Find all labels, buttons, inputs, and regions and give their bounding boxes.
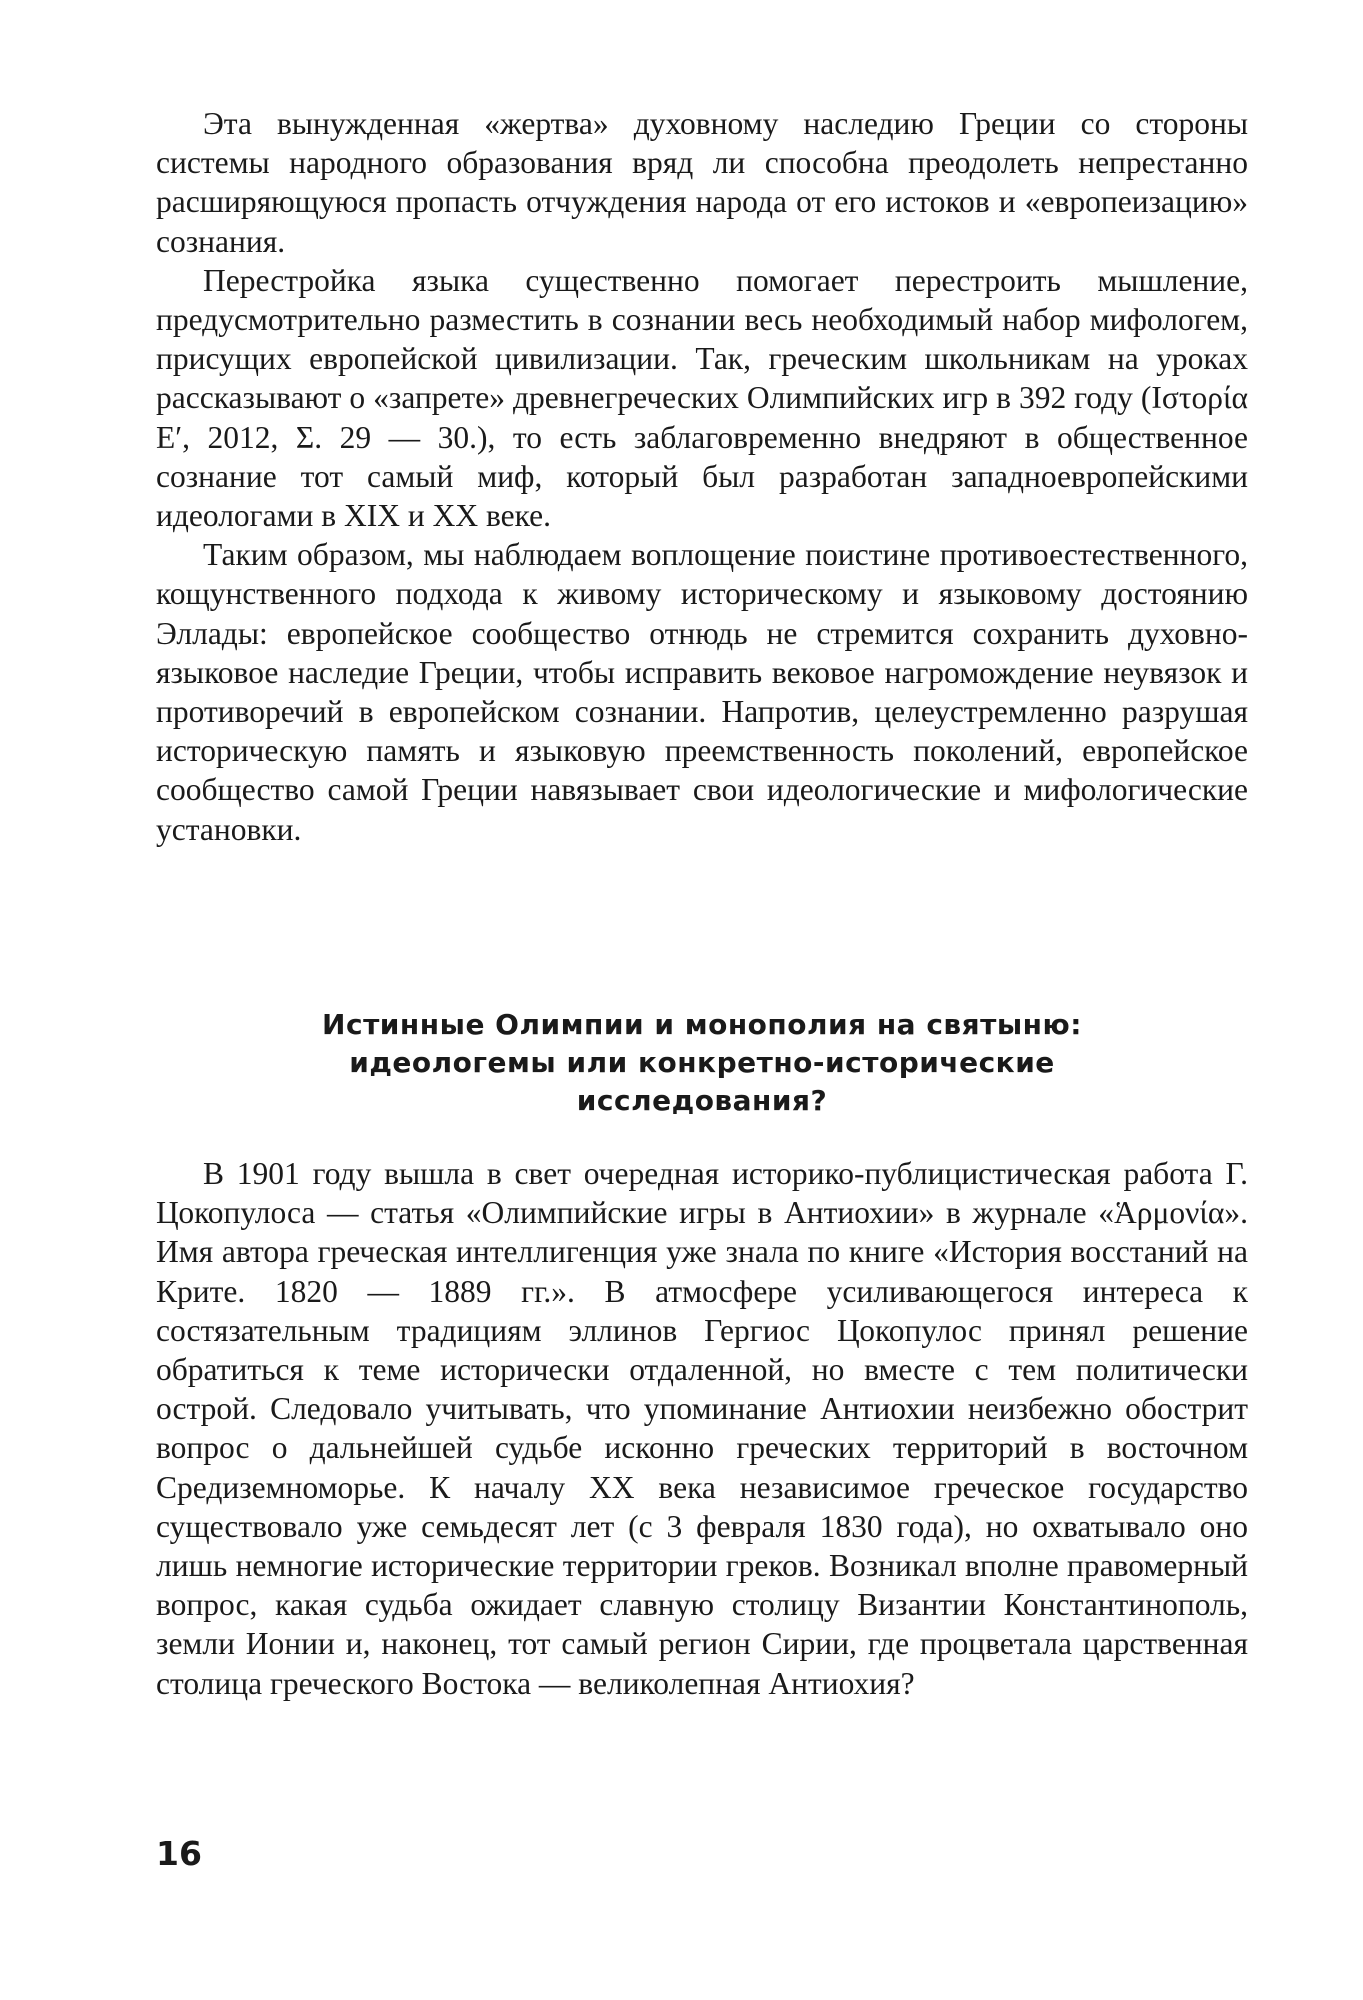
text-section-1 (156, 104, 1248, 849)
paragraph: Перестройка языка существенно помогает перестроить мышление, предусмотрительно разместить в сознании весь необходимый набор мифологем, присущих европейской цивилизации. Так, греческим школьникам на уроках рассказывают о «запрете» древнегреческих Олимпийских игр в 392 году (Ιστορία Ε′, 2012, Σ. 29 — 30.), то есть заблаговременно внедряют в общественное сознание тот самый миф, который был разработан западноевропейскими идеологами в XIX и XX веке. (156, 262, 1248, 534)
paragraph: Таким образом, мы наблюдаем воплощение поистине противоестественного, кощунственного подхода к живому историческому и языковому достоянию Эллады: европейское сообщество отнюдь не стремится сохранить духовно-языковое наследие Греции, чтобы исправить вековое нагромождение неувязок и противоречий в европейском сознании. Напротив, целеустремленно разрушая историческую память и языковую преемственность поколений, европейское сообщество самой Греции навязывает свои идеологические и мифологические установки. (156, 537, 1248, 847)
paragraph: Эта вынужденная «жертва» духовному наследию Греции со стороны системы народного образования вряд ли способна преодолеть непрестанно расширяющуюся пропасть отчуждения народа от его истоков и «европеизацию» сознания. (156, 106, 1248, 259)
page-number: 16 (156, 1834, 202, 1873)
paragraph: В 1901 году вышла в свет очередная историко-публицистическая работа Г. Цокопулоса — статья «Олимпийские игры в Антиохии» в журнале «Ἁρμονία». Имя автора греческая интеллигенция уже знала по книге «История восстаний на Крите. 1820 — 1889 гг.». В атмосфере усиливающегося интереса к состязательным традициям эллинов Гергиос Цокопулос принял решение обратиться к теме исторически отдаленной, но вместе с тем политически острой. Следовало учитывать, что упоминание Антиохии неизбежно обострит вопрос о дальнейшей судьбе исконно греческих территорий в восточном Средиземноморье. К началу XX века независимое греческое государство существовало уже семьдесят лет (с 3 февраля 1830 года), но охватывало оно лишь немногие исторические территории греков. Возникал вполне правомерный вопрос, какая судьба ожидает славную столицу Византии Константинополь, земли Ионии и, наконец, тот самый регион Сирии, где процветала царственная столица греческого Востока — великолепная Антиохия? (156, 1156, 1248, 1701)
heading-line: идеологемы или конкретно-исторические (349, 1046, 1055, 1079)
section-heading (156, 1006, 1248, 1120)
heading-line: Истинные Олимпии и монополия на святыню: (322, 1008, 1082, 1041)
heading-line: исследования? (576, 1084, 828, 1117)
text-section-2 (156, 1154, 1248, 1703)
